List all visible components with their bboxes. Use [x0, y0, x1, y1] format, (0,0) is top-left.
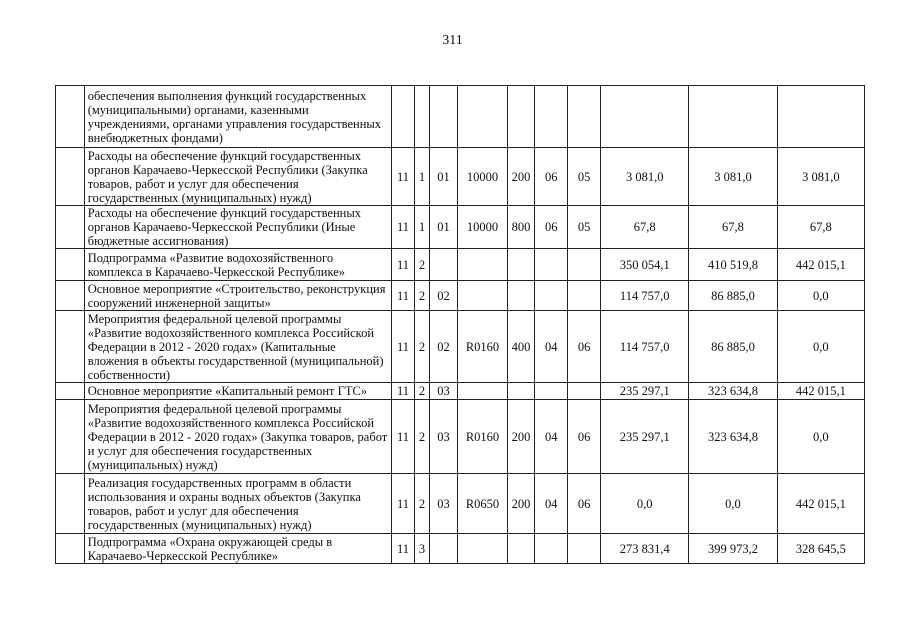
subsection-code-cell: 05: [568, 206, 601, 249]
target-code-cell: [458, 534, 507, 564]
target-code-cell: [458, 249, 507, 281]
amount-year-2-cell: 323 634,8: [689, 383, 777, 400]
target-code-cell: R0650: [458, 474, 507, 534]
okved-code-cell: 11: [391, 474, 415, 534]
section-code-cell: [535, 534, 568, 564]
subprogram-code-cell: 2: [415, 311, 429, 383]
amount-year-1-cell: 0,0: [601, 474, 689, 534]
expense-type-cell: 200: [507, 474, 535, 534]
section-code-cell: [535, 281, 568, 311]
subprogram-code-cell: 1: [415, 148, 429, 206]
amount-year-1-cell: 235 297,1: [601, 400, 689, 474]
row-index-cell: [56, 311, 85, 383]
table-row: [56, 311, 865, 383]
amount-year-2-cell: 399 973,2: [689, 534, 777, 564]
subsection-code-cell: 06: [568, 474, 601, 534]
event-code-cell: [429, 534, 458, 564]
row-name-cell: Расходы на обеспечение функций государственных органов Карачаево-Черкесской Республики (Иные бюджетные ассигнования): [84, 206, 391, 249]
target-code-cell: R0160: [458, 400, 507, 474]
event-code-cell: 03: [429, 400, 458, 474]
row-name-cell: Подпрограмма «Охрана окружающей среды в Карачаево-Черкесской Республике»: [84, 534, 391, 564]
expense-type-cell: [507, 86, 535, 148]
section-code-cell: 04: [535, 311, 568, 383]
table-row: [56, 249, 865, 281]
target-code-cell: 10000: [458, 148, 507, 206]
amount-year-3-cell: 328 645,5: [777, 534, 864, 564]
amount-year-1-cell: 67,8: [601, 206, 689, 249]
section-code-cell: [535, 383, 568, 400]
amount-year-3-cell: 442 015,1: [777, 249, 864, 281]
subsection-code-cell: [568, 281, 601, 311]
row-index-cell: [56, 249, 85, 281]
subprogram-code-cell: 2: [415, 474, 429, 534]
okved-code-cell: 11: [391, 148, 415, 206]
amount-year-1-cell: 350 054,1: [601, 249, 689, 281]
amount-year-2-cell: 0,0: [689, 474, 777, 534]
target-code-cell: [458, 383, 507, 400]
subsection-code-cell: 06: [568, 400, 601, 474]
subprogram-code-cell: 2: [415, 383, 429, 400]
expense-type-cell: [507, 281, 535, 311]
subprogram-code-cell: 2: [415, 249, 429, 281]
amount-year-3-cell: 0,0: [777, 311, 864, 383]
table-row: [56, 281, 865, 311]
expense-type-cell: [507, 534, 535, 564]
event-code-cell: 03: [429, 474, 458, 534]
target-code-cell: [458, 86, 507, 148]
row-index-cell: [56, 400, 85, 474]
event-code-cell: 03: [429, 383, 458, 400]
okved-code-cell: 11: [391, 311, 415, 383]
amount-year-1-cell: 114 757,0: [601, 311, 689, 383]
subsection-code-cell: 05: [568, 148, 601, 206]
section-code-cell: 06: [535, 148, 568, 206]
section-code-cell: 04: [535, 400, 568, 474]
amount-year-3-cell: 0,0: [777, 281, 864, 311]
okved-code-cell: 11: [391, 206, 415, 249]
okved-code-cell: 11: [391, 383, 415, 400]
subsection-code-cell: [568, 383, 601, 400]
table-row: [56, 148, 865, 206]
table-row: [56, 400, 865, 474]
table-row: [56, 383, 865, 400]
row-index-cell: [56, 281, 85, 311]
subprogram-code-cell: [415, 86, 429, 148]
okved-code-cell: 11: [391, 249, 415, 281]
amount-year-3-cell: 0,0: [777, 400, 864, 474]
row-index-cell: [56, 148, 85, 206]
event-code-cell: 01: [429, 206, 458, 249]
row-index-cell: [56, 206, 85, 249]
target-code-cell: R0160: [458, 311, 507, 383]
section-code-cell: [535, 86, 568, 148]
budget-table: [55, 85, 865, 564]
row-index-cell: [56, 383, 85, 400]
subprogram-code-cell: 3: [415, 534, 429, 564]
amount-year-3-cell: [777, 86, 864, 148]
expense-type-cell: 800: [507, 206, 535, 249]
subsection-code-cell: 06: [568, 311, 601, 383]
amount-year-1-cell: 114 757,0: [601, 281, 689, 311]
event-code-cell: 02: [429, 311, 458, 383]
row-index-cell: [56, 534, 85, 564]
row-name-cell: Подпрограмма «Развитие водохозяйственного комплекса в Карачаево-Черкесской Республике»: [84, 249, 391, 281]
row-name-cell: Мероприятия федеральной целевой программы «Развитие водохозяйственного комплекса Российской Федерации в 2012 - 2020 годах» (Капитальные вложения в объекты государственной (муниципальной) собственности): [84, 311, 391, 383]
event-code-cell: [429, 249, 458, 281]
page-number: 311: [442, 33, 463, 48]
amount-year-3-cell: 442 015,1: [777, 383, 864, 400]
amount-year-3-cell: 3 081,0: [777, 148, 864, 206]
okved-code-cell: 11: [391, 534, 415, 564]
amount-year-2-cell: 86 885,0: [689, 311, 777, 383]
amount-year-2-cell: [689, 86, 777, 148]
okved-code-cell: 11: [391, 400, 415, 474]
amount-year-3-cell: 67,8: [777, 206, 864, 249]
table-row: [56, 474, 865, 534]
amount-year-2-cell: 3 081,0: [689, 148, 777, 206]
expense-type-cell: 400: [507, 311, 535, 383]
section-code-cell: 06: [535, 206, 568, 249]
row-index-cell: [56, 474, 85, 534]
row-name-cell: Основное мероприятие «Строительство, реконструкция сооружений инженерной защиты»: [84, 281, 391, 311]
amount-year-1-cell: 3 081,0: [601, 148, 689, 206]
row-name-cell: Мероприятия федеральной целевой программы «Развитие водохозяйственного комплекса Российской Федерации в 2012 - 2020 годах» (Закупка товаров, работ и услуг для обеспечения государственных (муниципальных) нужд): [84, 400, 391, 474]
target-code-cell: 10000: [458, 206, 507, 249]
row-name-cell: Реализация государственных программ в области использования и охраны водных объектов (Закупка товаров, работ и услуг для обеспечения государственных (муниципальных) нужд): [84, 474, 391, 534]
table-row: [56, 206, 865, 249]
expense-type-cell: [507, 249, 535, 281]
event-code-cell: 01: [429, 148, 458, 206]
amount-year-1-cell: 235 297,1: [601, 383, 689, 400]
subsection-code-cell: [568, 249, 601, 281]
expense-type-cell: 200: [507, 400, 535, 474]
target-code-cell: [458, 281, 507, 311]
subprogram-code-cell: 2: [415, 400, 429, 474]
amount-year-1-cell: 273 831,4: [601, 534, 689, 564]
amount-year-2-cell: 86 885,0: [689, 281, 777, 311]
subprogram-code-cell: 2: [415, 281, 429, 311]
row-name-cell: Основное мероприятие «Капитальный ремонт ГТС»: [84, 383, 391, 400]
table-row: [56, 534, 865, 564]
event-code-cell: 02: [429, 281, 458, 311]
event-code-cell: [429, 86, 458, 148]
expense-type-cell: [507, 383, 535, 400]
amount-year-2-cell: 410 519,8: [689, 249, 777, 281]
amount-year-1-cell: [601, 86, 689, 148]
row-name-cell: обеспечения выполнения функций государственных (муниципальными) органами, казенными учреждениями, органами управления государственных внебюджетных фондами): [84, 86, 391, 148]
subsection-code-cell: [568, 86, 601, 148]
amount-year-3-cell: 442 015,1: [777, 474, 864, 534]
section-code-cell: 04: [535, 474, 568, 534]
row-index-cell: [56, 86, 85, 148]
amount-year-2-cell: 323 634,8: [689, 400, 777, 474]
subsection-code-cell: [568, 534, 601, 564]
expense-type-cell: 200: [507, 148, 535, 206]
table-row: [56, 86, 865, 148]
row-name-cell: Расходы на обеспечение функций государственных органов Карачаево-Черкесской Республики (Закупка товаров, работ и услуг для обеспечения государственных (муниципальных) нужд): [84, 148, 391, 206]
amount-year-2-cell: 67,8: [689, 206, 777, 249]
subprogram-code-cell: 1: [415, 206, 429, 249]
okved-code-cell: 11: [391, 281, 415, 311]
section-code-cell: [535, 249, 568, 281]
okved-code-cell: [391, 86, 415, 148]
